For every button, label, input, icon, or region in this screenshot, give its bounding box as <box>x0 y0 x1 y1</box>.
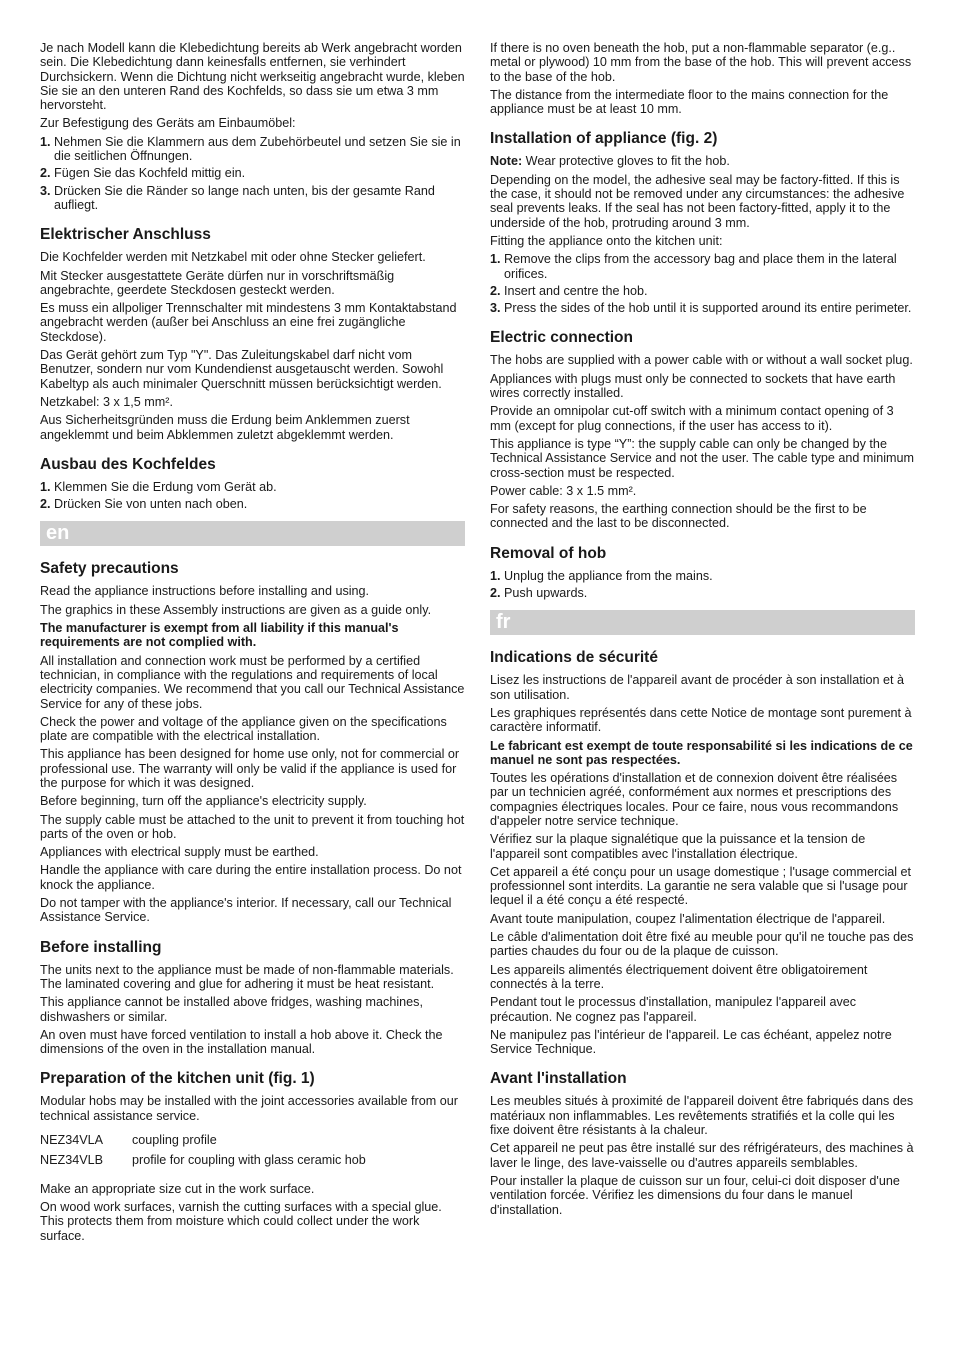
fr-safety-paragraph: Ne manipulez pas l'intérieur de l'appareil. Le cas échéant, appelez notre Service Technique. <box>490 1027 892 1057</box>
de-elec-heading: Elektrischer Anschluss <box>40 226 211 244</box>
fr-before-paragraph: Pour installer la plaque de cuisson sur un four, celui-ci doit disposer d'une ventilation forcée. Vérifiez les dimensions du four dans le manuel d'installation. <box>490 1173 900 1217</box>
en-before-paragraph: The units next to the appliance must be made of non-flammable materials. The laminated covering and glue for adhering it must be heat resistant. <box>40 962 454 991</box>
fr-before-paragraph: Cet appareil ne peut pas être installé sur des réfrigérateurs, des machines à laver le linge, des lave-vaisselle ou d'autres appareils semblables. <box>490 1141 914 1170</box>
fr-safety-paragraph: Cet appareil a été conçu pour un usage domestique ; l'usage commercial et professionnel sont interdits. La garantie ne sera valable que si l'usage pour lequel il a été conçu a été respecté. <box>490 864 912 908</box>
en-install-heading: Installation of appliance (fig. 2) <box>490 130 718 148</box>
en-before-paragraph: An oven must have forced ventilation to install a hob above it. Check the dimensions of the oven in the installation manual. <box>40 1027 443 1057</box>
en-before-paragraph: This appliance cannot be installed above fridges, washing machines, dishwashers or similar. <box>40 995 423 1024</box>
fr-safety-heading: Indications de sécurité <box>490 649 658 667</box>
en-elec-paragraph: For safety reasons, the earthing connection should be the first to be connected and the last to be disconnected. <box>490 502 867 531</box>
en-prep-paragraph: Modular hobs may be installed with the joint accessories available from our technical assistance service. <box>40 1094 458 1123</box>
list-item: 1. Klemmen Sie die Erdung vom Gerät ab. <box>40 479 277 494</box>
list-item: 3. Press the sides of the hob until it is supported around its entire perimeter. <box>490 301 912 316</box>
en-prep-paragraph: If there is no oven beneath the hob, put a non-flammable separator (e.g.. metal or plywood) 10 mm from the base of the hob. This will prevent access to the base of the hob. <box>490 41 912 84</box>
en-liability-warning: The manufacturer is exempt from all liability if this manual's requirements are not complied with. <box>40 621 399 650</box>
de-intro-paragraph: Je nach Modell kann die Klebedichtung bereits ab Werk angebracht worden sein. Die Klebedichtung dann keinesfalls entfernen, sie verhindert Durchsickern. Wenn die Dichtung nicht werkseitig angebracht wurde, kleben Sie sie an den unteren Rand des Kochfelds, so dass sie um etwa 3 mm hervorsteht. <box>40 41 465 113</box>
note-text: Wear protective gloves to fit the hob. <box>522 154 730 169</box>
table-row <box>40 1153 366 1173</box>
en-safety-paragraph: The supply cable must be attached to the unit to prevent it from touching hot parts of the oven or hob. <box>40 812 465 841</box>
en-install-steps <box>490 252 915 315</box>
de-elec-paragraph: Es muss ein allpoliger Trennschalter mit mindestens 3 mm Kontaktabstand angebracht werden (außer bei Anschluss an eine frei zugängliche Steckdose). <box>40 301 457 344</box>
fr-liability-warning: Le fabricant est exempt de toute responsabilité si les indications de ce manuel ne sont pas respectées. <box>490 738 913 767</box>
fr-safety-paragraph: Pendant tout le processus d'installation, manipulez l'appareil avec précaution. Ne cognez pas l'appareil. <box>490 995 857 1024</box>
en-safety-paragraph: Check the power and voltage of the appliance given on the specifications plate are compatible with the electrical installation. <box>40 714 447 744</box>
fr-safety-paragraph: Vérifiez sur la plaque signalétique que la puissance et la tension de l'appareil sont compatibles avec l'installation électrique. <box>490 832 866 861</box>
fr-safety-paragraph: Toutes les opérations d'installation et de connexion doivent être réalisées par un technicien agréé, conformément aux normes et prescriptions des compagnies électriques locales. Pour ce faire, nous vous recommandons d'appeler notre service technique. <box>490 771 899 828</box>
en-elec-cable: Power cable: 3 x 1.5 mm². <box>490 483 637 498</box>
list-item: 2. Drücken Sie von unten nach oben. <box>40 497 248 512</box>
en-safety-paragraph: Handle the appliance with care during the entire installation process. Do not knock the appliance. <box>40 863 462 892</box>
fr-safety-paragraph: Les appareils alimentés électriquement doivent être obligatoirement connectés à la terre. <box>490 962 868 991</box>
en-prep-paragraph: On wood work surfaces, varnish the cutting surfaces with a special glue. This protects them from moisture which could collect under the work surface. <box>40 1199 442 1243</box>
fr-before-paragraph: Les meubles situés à proximité de l'appareil doivent être fabriqués dans des matériaux non inflammables. Les revêtements stratifiés et la colle qui les fixe doivent être résistants à la chaleur. <box>490 1094 914 1138</box>
accessories-table <box>40 1133 366 1174</box>
en-elec-paragraph: Provide an omnipolar cut-off switch with a minimum contact opening of 3 mm (except for plug connections, if the user has access to it). <box>490 404 894 433</box>
en-removal-heading: Removal of hob <box>490 544 607 562</box>
en-install-note <box>490 154 915 168</box>
fr-safety-paragraph: Avant toute manipulation, coupez l'alimentation électrique de l'appareil. <box>490 911 886 926</box>
en-prep-paragraph: The distance from the intermediate floor to the mains connection for the appliance must be at least 10 mm. <box>490 87 889 117</box>
list-item: 1. Unplug the appliance from the mains. <box>490 568 713 583</box>
en-install-paragraph: Depending on the model, the adhesive seal may be factory-fitted. If this is the case, it should not be removed under any circumstances: the adhesive seal prevents leaks. If the seal has not been factory-fitted, apply it to the underside of the hob, protruding around 3 mm. <box>490 172 905 230</box>
list-item: 1. Nehmen Sie die Klammern aus dem Zubehörbeutel und setzen Sie sie in die seitlichen Öffnungen. <box>40 134 461 164</box>
de-elec-paragraph: Mit Stecker ausgestattete Geräte dürfen nur in vorschriftsmäßig angebrachte, geerdete Steckdosen gesteckt werden. <box>40 268 395 297</box>
de-elec-cable: Netzkabel: 3 x 1,5 mm². <box>40 394 173 409</box>
fr-safety-paragraph: Les graphiques représentés dans cette Notice de montage sont purement à caractère informatif. <box>490 705 912 735</box>
accessory-description: profile for coupling with glass ceramic hob <box>132 1153 366 1168</box>
left-column <box>40 41 465 1247</box>
en-safety-heading: Safety precautions <box>40 560 179 578</box>
list-item: 2. Insert and centre the hob. <box>490 283 648 298</box>
en-prep-paragraph: Make an appropriate size cut in the work surface. <box>40 1181 315 1196</box>
list-item: 2. Fügen Sie das Kochfeld mittig ein. <box>40 166 246 181</box>
en-elec-heading: Electric connection <box>490 329 633 347</box>
de-intro-mounting: Zur Befestigung des Geräts am Einbaumöbel: <box>40 116 296 131</box>
de-elec-paragraph: Die Kochfelder werden mit Netzkabel mit oder ohne Stecker geliefert. <box>40 250 426 265</box>
de-elec-paragraph: Aus Sicherheitsgründen muss die Erdung beim Anklemmen zuerst angeklemmt und beim Abklemmen zuletzt abgeklemmt werden. <box>40 413 410 442</box>
en-prep-heading: Preparation of the kitchen unit (fig. 1) <box>40 1070 315 1088</box>
en-safety-paragraph: Before beginning, turn off the appliance's electricity supply. <box>40 794 367 809</box>
fr-safety-paragraph: Lisez les instructions de l'appareil avant de procéder à son installation et à son utilisation. <box>490 673 905 702</box>
table-row <box>40 1133 366 1153</box>
en-removal-steps <box>490 569 915 601</box>
language-bar-fr: fr <box>490 610 915 635</box>
language-bar-en: en <box>40 521 465 546</box>
en-safety-paragraph: Appliances with electrical supply must be earthed. <box>40 845 319 860</box>
en-safety-paragraph: This appliance has been designed for home use only, not for commercial or professional use. The warranty will only be valid if the appliance is used for the purpose for which it was designed. <box>40 747 460 790</box>
en-elec-paragraph: This appliance is type “Y”: the supply cable can only be changed by the Technical Assistance Service and not the user. The cable type and minimum cross-section must be respected. <box>490 436 914 480</box>
en-before-heading: Before installing <box>40 938 162 956</box>
note-label: Note: <box>490 154 523 169</box>
de-intro-steps <box>40 135 465 212</box>
en-elec-paragraph: Appliances with plugs must only be connected to sockets that have earth wires correctly installed. <box>490 371 896 401</box>
list-item: 3. Drücken Sie die Ränder so lange nach unten, bis der gesamte Rand aufliegt. <box>40 183 435 212</box>
right-column <box>490 41 915 1221</box>
list-item: 2. Push upwards. <box>490 586 588 601</box>
en-safety-paragraph: The graphics in these Assembly instructions are given as a guide only. <box>40 602 432 617</box>
accessory-code: NEZ34VLB <box>40 1153 103 1168</box>
en-install-paragraph: Fitting the appliance onto the kitchen unit: <box>490 233 723 248</box>
en-elec-paragraph: The hobs are supplied with a power cable with or without a wall socket plug. <box>490 353 913 368</box>
en-safety-paragraph: All installation and connection work must be performed by a certified technician, in compliance with the regulations and requirements of local electricity companies. We recommend that you call our Technical Assistance Service for any of these jobs. <box>40 653 465 711</box>
de-removal-steps <box>40 480 465 512</box>
en-safety-paragraph: Do not tamper with the appliance's interior. If necessary, call our Technical Assistance Service. <box>40 896 452 925</box>
fr-before-heading: Avant l'installation <box>490 1070 627 1088</box>
list-item: 1. Remove the clips from the accessory bag and place them in the lateral orifices. <box>490 252 897 281</box>
de-elec-paragraph: Das Gerät gehört zum Typ "Y". Das Zuleitungskabel darf nicht vom Benutzer, sondern nur vom Kundendienst ausgetauscht werden. Sowohl Kabeltyp als auch minimaler Querschnitt müssen berücksichtigt werden. <box>40 348 444 391</box>
fr-safety-paragraph: Le câble d'alimentation doit être fixé au meuble pour qu'il ne touche pas des parties chaudes du four ou de la plaque de cuisson. <box>490 930 914 959</box>
accessory-code: NEZ34VLA <box>40 1133 103 1148</box>
accessory-description: coupling profile <box>132 1133 217 1148</box>
de-removal-heading: Ausbau des Kochfeldes <box>40 455 216 473</box>
en-safety-paragraph: Read the appliance instructions before installing and using. <box>40 584 370 599</box>
